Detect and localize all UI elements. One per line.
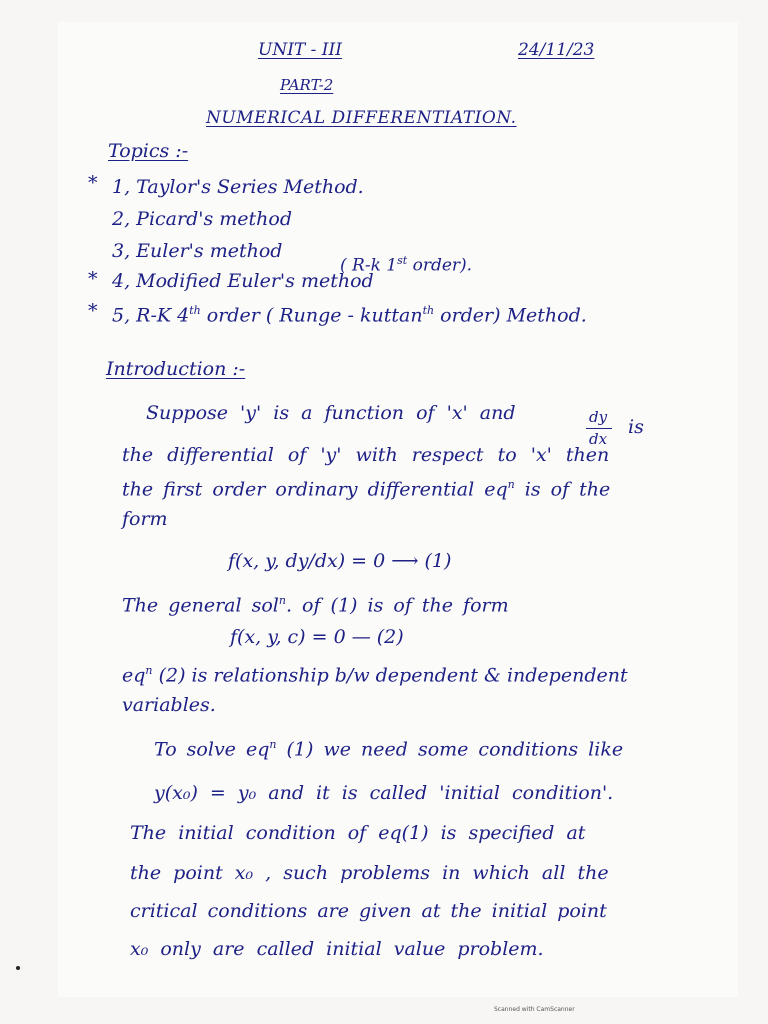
intro-para3-line1: $eq^n$ (2) is relationship b/w dependent & independent [122,664,628,687]
equation-2: f(x, y, c) = 0 — (2) [230,626,404,648]
topic-item-5: 5, R-K 4th order ( Runge - kuttan$^{th}$ order) Method. [112,304,587,327]
intro-para3-line2: variables. [122,694,216,716]
margin-dot [16,966,20,970]
intro-para1-line3: the first order ordinary differential $eq^n$ is of the [122,478,611,501]
topic-star-5: * [88,300,98,322]
topic-item-2: 2, Picard's method [112,208,292,230]
intro-para1-line4: form [122,508,168,530]
date: 24/11/23 [518,40,595,60]
intro-para4-line4: the point x₀ , such problems in which all the [130,862,609,884]
topic-item-3: 3, Euler's method [112,240,283,262]
intro-para4-line6: x₀ only are called initial value problem. [130,938,544,960]
dx-denominator: dx [589,430,608,448]
intro-para4-line2: y(x₀) = y₀ and it is called 'initial condition'. [154,782,614,804]
topic-star-4: * [88,268,98,290]
part-heading: PART-2 [280,76,334,94]
topics-heading: Topics :- [108,140,189,162]
intro-heading: Introduction :- [106,358,246,380]
intro-para1-line2: the differential of 'y' with respect to 'x' then [122,444,610,466]
equation-1: f(x, y, dy/dx) = 0 ⟶ (1) [228,550,452,572]
dy-numerator: dy [589,408,608,426]
topic-item-4: 4, Modified Euler's method [112,270,374,292]
intro-para4-line1: To solve $eq^n$ (1) we need some conditions like [154,738,624,761]
intro-para4-line3: The initial condition of eq(1) is specified at [130,822,586,844]
intro-para4-line5: critical conditions are given at the initial point [130,900,607,922]
topic-item-3-note: ( R-k 1st order). [340,254,473,276]
intro-para1-line1: Suppose 'y' is a function of 'x' and [146,402,516,424]
intro-para2: The general sol$^n$. of (1) is of the form [122,594,509,617]
page-title: NUMERICAL DIFFERENTIATION. [206,108,517,128]
topic-star-1: * [88,172,98,194]
unit-heading: UNIT - III [258,40,342,60]
fraction-bar [586,428,612,429]
intro-para1-is: is [628,416,644,438]
scanner-footer: Scanned with CamScanner [494,1006,575,1013]
topic-item-1: 1, Taylor's Series Method. [112,176,364,198]
